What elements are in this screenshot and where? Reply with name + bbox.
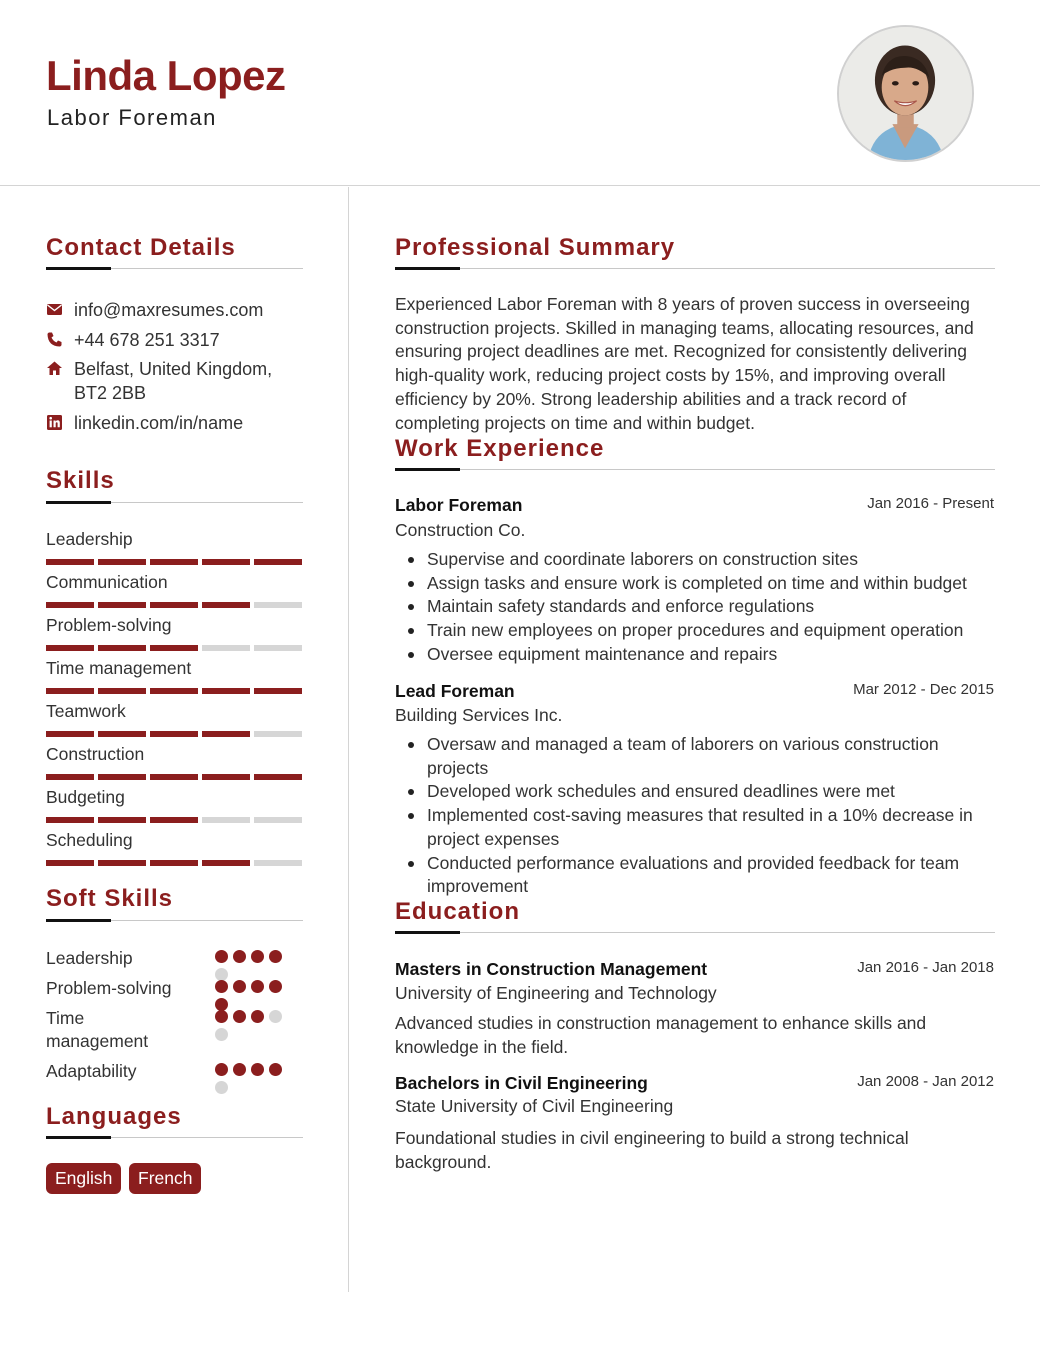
skill-level-segment bbox=[254, 688, 302, 694]
job-title: Lead Foreman bbox=[395, 681, 515, 701]
languages-section-title: Languages bbox=[46, 1103, 182, 1130]
skill-level-segment bbox=[98, 559, 146, 565]
job-dates: Jan 2016 - Present bbox=[867, 495, 994, 512]
rating-dot bbox=[233, 1063, 246, 1076]
address-line-1: Belfast, United Kingdom, bbox=[74, 359, 273, 379]
skill-name: Problem-solving bbox=[46, 615, 172, 635]
rating-dot bbox=[251, 950, 264, 963]
skill-name: Communication bbox=[46, 572, 168, 592]
skill-level-segment bbox=[46, 645, 94, 651]
degree-dates: Jan 2008 - Jan 2012 bbox=[857, 1073, 994, 1090]
language-badge-french: French bbox=[129, 1163, 201, 1194]
skill-level-segment bbox=[98, 731, 146, 737]
contact-linkedin[interactable] bbox=[46, 411, 243, 435]
skill-level-segment bbox=[202, 731, 250, 737]
rating-dot bbox=[233, 980, 246, 993]
rating-dot bbox=[251, 1063, 264, 1076]
rating-dot bbox=[215, 1010, 228, 1023]
skill-level-segment bbox=[98, 774, 146, 780]
soft-skill-rating bbox=[215, 950, 287, 981]
skill-level-segment bbox=[98, 645, 146, 651]
contact-phone[interactable] bbox=[46, 328, 220, 352]
skill-level-segment bbox=[46, 559, 94, 565]
skill-level-segment bbox=[150, 860, 198, 866]
skill-item bbox=[46, 615, 302, 651]
skill-item bbox=[46, 744, 302, 780]
contact-linkedin-text: linkedin.com/in/name bbox=[74, 413, 244, 433]
linkedin-icon bbox=[46, 414, 63, 431]
soft-skill-name: Time management bbox=[46, 1008, 149, 1051]
skill-item bbox=[46, 787, 302, 823]
skill-level-bar bbox=[46, 774, 302, 780]
soft-skill-rating bbox=[215, 980, 287, 1011]
skill-level-segment bbox=[98, 688, 146, 694]
job-dates: Mar 2012 - Dec 2015 bbox=[853, 681, 994, 698]
education-section-title: Education bbox=[395, 898, 521, 925]
job-title: Labor Foreman bbox=[395, 495, 523, 515]
skill-item bbox=[46, 529, 302, 565]
job-bullet: Conducted performance evaluations and provided feedback for team improvement bbox=[427, 852, 997, 899]
rating-dot bbox=[215, 1063, 228, 1076]
skill-level-segment bbox=[202, 602, 250, 608]
skill-level-segment bbox=[202, 817, 250, 823]
skills-section-title: Skills bbox=[46, 467, 115, 494]
soft-skills-section-rule bbox=[46, 920, 303, 921]
job-bullets bbox=[427, 548, 997, 667]
skill-level-segment bbox=[150, 774, 198, 780]
skill-level-bar bbox=[46, 731, 302, 737]
skill-level-segment bbox=[254, 559, 302, 565]
contact-email-text: info@maxresumes.com bbox=[74, 300, 264, 320]
skill-level-segment bbox=[202, 559, 250, 565]
resume-header bbox=[0, 0, 1040, 186]
skill-item bbox=[46, 658, 302, 694]
rating-dot bbox=[269, 1063, 282, 1076]
skill-level-segment bbox=[46, 774, 94, 780]
skill-level-segment bbox=[150, 817, 198, 823]
candidate-name: Linda Lopez bbox=[46, 52, 286, 99]
job-bullet: Train new employees on proper procedures and equipment operation bbox=[427, 619, 997, 643]
skill-level-segment bbox=[150, 559, 198, 565]
job-bullet: Supervise and coordinate laborers on construction sites bbox=[427, 548, 997, 572]
skill-level-segment bbox=[46, 817, 94, 823]
skill-level-segment bbox=[254, 602, 302, 608]
rating-dot bbox=[251, 1010, 264, 1023]
phone-icon bbox=[46, 331, 63, 348]
job-bullet: Assign tasks and ensure work is completed on time and within budget bbox=[427, 572, 997, 596]
skill-level-bar bbox=[46, 817, 302, 823]
degree-description: Advanced studies in construction management to enhance skills and knowledge in the field. bbox=[395, 1013, 927, 1057]
degree-school: State University of Civil Engineering bbox=[395, 1096, 674, 1116]
skill-level-bar bbox=[46, 688, 302, 694]
skill-name: Scheduling bbox=[46, 830, 133, 850]
contact-phone-text: +44 678 251 3317 bbox=[74, 330, 220, 350]
skill-level-segment bbox=[46, 731, 94, 737]
job-company: Building Services Inc. bbox=[395, 705, 563, 725]
envelope-icon bbox=[46, 301, 63, 318]
job-company: Construction Co. bbox=[395, 520, 526, 540]
skill-level-segment bbox=[98, 860, 146, 866]
summary-section-title: Professional Summary bbox=[395, 234, 676, 261]
language-badge-english: English bbox=[46, 1163, 121, 1194]
profile-photo bbox=[837, 25, 974, 162]
skill-level-segment bbox=[150, 731, 198, 737]
contact-address bbox=[46, 357, 294, 405]
skill-level-segment bbox=[202, 688, 250, 694]
contact-email[interactable] bbox=[46, 298, 263, 322]
skill-level-segment bbox=[150, 688, 198, 694]
degree-dates: Jan 2016 - Jan 2018 bbox=[857, 959, 994, 976]
soft-skill-rating bbox=[215, 1010, 287, 1041]
skill-level-segment bbox=[254, 731, 302, 737]
home-icon bbox=[46, 360, 63, 377]
rating-dot bbox=[215, 980, 228, 993]
summary-section-rule bbox=[395, 268, 995, 269]
skill-level-segment bbox=[202, 774, 250, 780]
skill-name: Time management bbox=[46, 658, 192, 678]
skill-name: Leadership bbox=[46, 529, 133, 549]
degree-title: Bachelors in Civil Engineering bbox=[395, 1073, 648, 1093]
skill-level-segment bbox=[254, 817, 302, 823]
skill-level-segment bbox=[254, 645, 302, 651]
skill-item bbox=[46, 572, 302, 608]
soft-skill-name: Leadership bbox=[46, 948, 133, 968]
job-bullet: Maintain safety standards and enforce regulations bbox=[427, 595, 997, 619]
soft-skill-name: Problem-solving bbox=[46, 978, 172, 998]
experience-section-rule bbox=[395, 469, 995, 470]
skill-level-segment bbox=[150, 602, 198, 608]
skill-level-segment bbox=[150, 645, 198, 651]
job-bullet: Oversaw and managed a team of laborers on various construction projects bbox=[427, 733, 997, 780]
rating-dot bbox=[215, 1028, 228, 1041]
skill-level-segment bbox=[46, 860, 94, 866]
skills-section-rule bbox=[46, 502, 303, 503]
rating-dot bbox=[269, 950, 282, 963]
portrait-image bbox=[839, 27, 972, 160]
experience-section-title: Work Experience bbox=[395, 435, 605, 462]
skill-name: Budgeting bbox=[46, 787, 125, 807]
job-bullets bbox=[427, 733, 997, 899]
languages-section-rule bbox=[46, 1137, 303, 1138]
skill-name: Construction bbox=[46, 744, 145, 764]
skill-level-segment bbox=[98, 602, 146, 608]
rating-dot bbox=[233, 950, 246, 963]
address-line-2: BT2 2BB bbox=[74, 383, 147, 403]
skill-level-bar bbox=[46, 602, 302, 608]
skill-name: Teamwork bbox=[46, 701, 126, 721]
skill-item bbox=[46, 701, 302, 737]
degree-school: University of Engineering and Technology bbox=[395, 983, 717, 1003]
degree-description: Foundational studies in civil engineering to build a strong technical background. bbox=[395, 1128, 909, 1172]
skill-level-bar bbox=[46, 645, 302, 651]
skill-level-segment bbox=[98, 817, 146, 823]
rating-dot bbox=[233, 1010, 246, 1023]
soft-skills-section-title: Soft Skills bbox=[46, 885, 174, 912]
skill-level-segment bbox=[202, 860, 250, 866]
skill-level-segment bbox=[46, 688, 94, 694]
job-bullet: Implemented cost-saving measures that resulted in a 10% decrease in project expenses bbox=[427, 804, 997, 851]
skill-item bbox=[46, 830, 302, 866]
rating-dot bbox=[269, 980, 282, 993]
soft-skill-name: Adaptability bbox=[46, 1061, 137, 1081]
contact-section-rule bbox=[46, 268, 303, 269]
skill-level-segment bbox=[202, 645, 250, 651]
contact-address-text bbox=[74, 357, 294, 405]
education-section-rule bbox=[395, 932, 995, 933]
rating-dot bbox=[215, 1081, 228, 1094]
skill-level-bar bbox=[46, 559, 302, 565]
soft-skill-rating bbox=[215, 1063, 287, 1094]
skill-level-segment bbox=[46, 602, 94, 608]
column-divider bbox=[348, 187, 349, 1292]
contact-section-title: Contact Details bbox=[46, 234, 236, 261]
job-bullet: Developed work schedules and ensured deadlines were met bbox=[427, 780, 997, 804]
skill-level-bar bbox=[46, 860, 302, 866]
degree-title: Masters in Construction Management bbox=[395, 959, 708, 979]
job-bullet: Oversee equipment maintenance and repairs bbox=[427, 643, 997, 667]
rating-dot bbox=[215, 950, 228, 963]
candidate-title: Labor Foreman bbox=[47, 105, 217, 130]
skill-level-segment bbox=[254, 860, 302, 866]
rating-dot bbox=[251, 980, 264, 993]
summary-text: Experienced Labor Foreman with 8 years of proven success in overseeing construction projects. Skilled in managing teams, allocating resources, and ensuring project deadlines are met. Recognized for consistently delivering high-quality work, reducing project costs by 15%, and improving overall efficiency by 20%. Strong leadership abilities and a track record of completing projects on time and within budget. bbox=[395, 294, 974, 433]
skill-level-segment bbox=[254, 774, 302, 780]
rating-dot bbox=[269, 1010, 282, 1023]
